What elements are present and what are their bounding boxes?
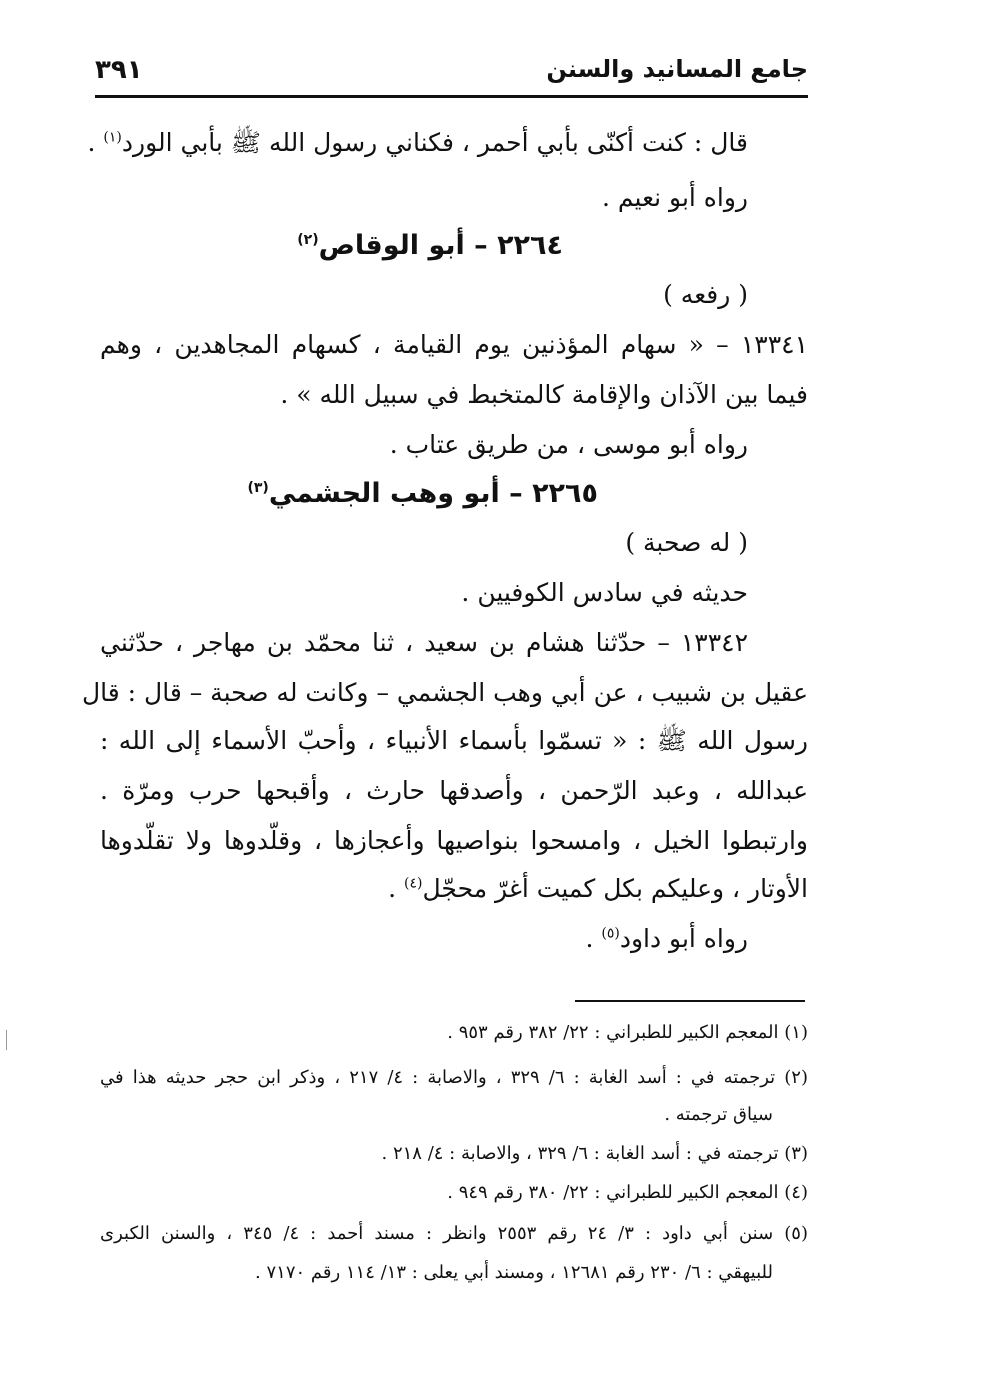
footnote-2-line-1: (٢) ترجمته في : أسد الغابة : ٦/ ٣٢٩ ، والاصابة : ٤/ ٢١٧ ، وذكر ابن حجر حديثه هذا في: [100, 1067, 808, 1088]
footnote-1: (١) المعجم الكبير للطبراني : ٢٢/ ٣٨٢ رقم ٩٥٣ .: [447, 1022, 808, 1043]
attribution-abu-nuaym: رواه أبو نعيم .: [602, 183, 748, 212]
footnote-5-line-2: للبيهقي : ٦/ ٢٣٠ رقم ١٢٦٨١ ، ومسند أبي يعلى : ١٣/ ١١٤ رقم ٧١٧٠ .: [255, 1262, 773, 1283]
marfu-label: ( رفعه ): [663, 280, 748, 309]
hadith-location: حديثه في سادس الكوفيين .: [461, 578, 748, 607]
hadith-13342-line-1: ١٣٣٤٢ – حدّثنا هشام بن سعيد ، ثنا محمّد بن مهاجر ، حدّثني: [100, 628, 748, 657]
narration-line: [87, 128, 748, 158]
footnote-4: (٤) المعجم الكبير للطبراني : ٢٢/ ٣٨٠ رقم ٩٤٩ .: [447, 1182, 808, 1203]
footnote-5-line-1: (٥) سنن أبي داود : ٣/ ٢٤ رقم ٢٥٥٣ وانظر : مسند أحمد : ٤/ ٣٤٥ ، والسنن الكبرى: [100, 1223, 808, 1244]
attribution-end: .: [585, 924, 602, 953]
hadith-13342-line-6: [388, 874, 808, 904]
narration-text: قال : كنت أكنّى بأبي أحمر ، فكناني رسول الله ﷺ بأبي الورد: [121, 128, 748, 157]
companion-label: ( له صحبة ): [625, 528, 748, 557]
hadith-13342-line-2: عقيل بن شبيب ، عن أبي وهب الجشمي – وكانت له صحبة – قال : قال: [82, 678, 808, 707]
entry-heading-2265: [247, 478, 598, 509]
entry-heading-2264: [297, 230, 563, 261]
footnote-2-line-2: سياق ترجمته .: [664, 1104, 773, 1125]
hadith-13341-line-2: فيما بين الآذان والإقامة كالمتخبط في سبيل الله » .: [280, 380, 808, 409]
footnote-divider: [575, 1000, 805, 1002]
footnote-ref-2: (٢): [297, 232, 319, 248]
footnote-ref-1: (١): [103, 129, 122, 146]
footnote-ref-4: (٤): [404, 875, 423, 892]
hadith-13342-line-6-end: .: [388, 874, 405, 903]
attribution-text: رواه أبو داود: [619, 924, 748, 953]
hadith-13342-line-5: وارتبطوا الخيل ، وامسحوا بنواصيها وأعجازها ، وقلّدوها ولا تقلّدوها: [100, 826, 808, 855]
footnote-ref-3: (٣): [247, 480, 269, 496]
narration-end: .: [87, 128, 104, 157]
hadith-13342-line-4: عبدالله ، وعبد الرّحمن ، وأصدقها حارث ، وأقبحها حرب ومرّة .: [100, 776, 808, 805]
attribution-abu-musa: رواه أبو موسى ، من طريق عتاب .: [389, 430, 748, 459]
margin-mark: [6, 1030, 7, 1050]
attribution-abu-dawud: [585, 924, 748, 954]
entry-heading-text: ٢٢٦٤ – أبو الوقاص: [318, 230, 563, 261]
hadith-13342-line-6-text: الأوتار ، وعليكم بكل كميت أغرّ محجّل: [422, 874, 808, 903]
footnote-3: (٣) ترجمته في : أسد الغابة : ٦/ ٣٢٩ ، والاصابة : ٤/ ٢١٨ .: [381, 1143, 808, 1164]
hadith-13341-line-1: ١٣٣٤١ – « سهام المؤذنين يوم القيامة ، كسهام المجاهدين ، وهم: [100, 330, 808, 359]
footnote-ref-5: (٥): [601, 925, 620, 942]
hadith-13342-line-3: رسول الله ﷺ : « تسمّوا بأسماء الأنبياء ، وأحبّ الأسماء إلى الله :: [100, 726, 808, 755]
page-number: ٣٩١: [95, 55, 143, 85]
running-header-title: جامع المسانيد والسنن: [546, 55, 808, 83]
entry-heading-text: ٢٢٦٥ – أبو وهب الجشمي: [268, 478, 598, 509]
header-divider: [95, 95, 808, 98]
